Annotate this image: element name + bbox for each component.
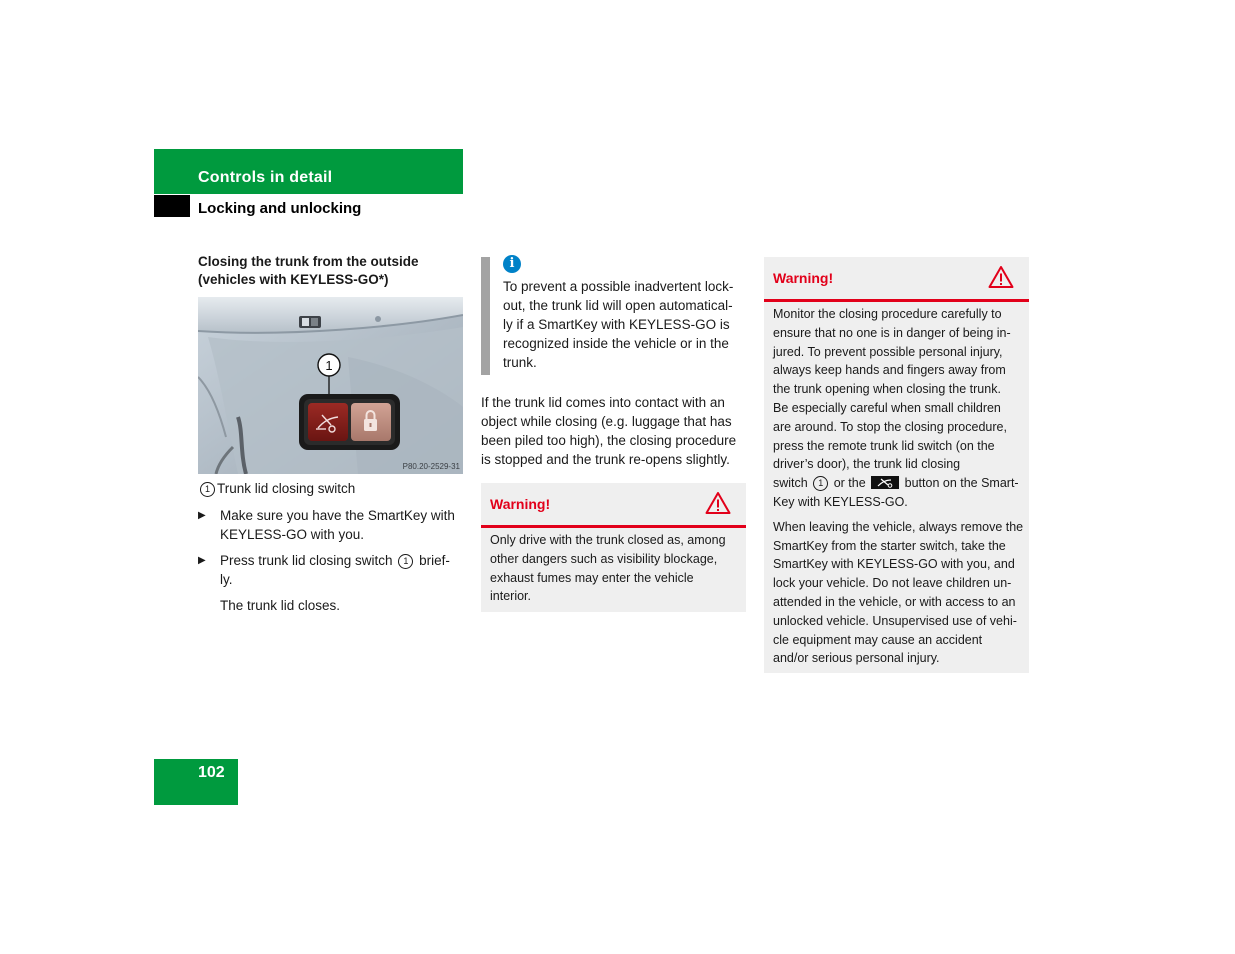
section-title: Controls in detail: [198, 169, 333, 186]
figure-code: P80.20-2529-31: [402, 462, 460, 471]
caption-callout-number: 1: [200, 482, 215, 497]
page-number: 102: [198, 764, 225, 781]
info-note-text: To prevent a possible inadvertent lock- out, the trunk lid will open automatical- ly if a SmartKey with KEYLESS-GO is recognized inside the vehicle or in the trunk.: [503, 279, 734, 370]
switch-callout-number: 1: [813, 476, 828, 491]
topic-heading: Closing the trunk from the outside (vehicles with KEYLESS-GO*): [198, 254, 419, 287]
warning-triangle-icon: [988, 265, 1014, 289]
caption-text: Trunk lid closing switch: [217, 481, 356, 496]
warning-text-para2: When leaving the vehicle, always remove the SmartKey from the starter switch, take the SmartKey with KEYLESS-GO with you, and lock your vehicle. Do not leave children un- attended in the vehicle, or with access to an unlocked vehicle. Unsupervised use of vehi- cle equipment may cause an accident and/or serious personal injury.: [773, 519, 1024, 666]
info-icon: i: [503, 255, 521, 273]
warning-title: Warning!: [773, 270, 834, 286]
warning-box-closing: [764, 257, 1029, 673]
step-bullet-icon: ▶: [198, 510, 206, 521]
callout-number: 1: [325, 358, 333, 373]
warning-text: Only drive with the trunk closed as, among other dangers such as visibility blockage, exhaust fumes may enter the vehicle interior.: [490, 533, 726, 604]
trunk-switch-photo: [198, 297, 463, 474]
figure-caption: [198, 479, 463, 498]
step-callout-number: 1: [398, 554, 413, 569]
warning-text-para1: Monitor the closing procedure carefully to ensure that no one is in danger of being in- jured. To prevent possible personal injury, always keep hands and fingers away from the trunk opening when closing the trunk. Be especially careful when small children are around. To stop the closing procedure, press the remote trunk lid switch (on the driver’s door), the trunk lid closing switch 1 or the button on the Smart- Key with KEYLESS-GO. When leaving the vehicle, always remove the SmartKey from the starter switch, take the SmartKey with KEYLESS-GO with you, and lock your vehicle. Do not leave children un- attended in the vehicle, or with access to an unlocked vehicle. Unsupervised use of vehi- cle equipment may cause an accident and/or serious personal injury.: [773, 305, 1025, 668]
step-1: Make sure you have the SmartKey with KEYLESS-GO with you.: [220, 508, 455, 542]
trunk-close-key-icon: [871, 476, 899, 489]
subsection-title: Locking and unlocking: [198, 200, 362, 217]
contact-paragraph: If the trunk lid comes into contact with an object while closing (e.g. luggage that has been piled too high), the closing procedure is stopped and the trunk re-opens slightly.: [481, 395, 737, 467]
step-bullet-icon: ▶: [198, 555, 206, 566]
step-2: Press trunk lid closing switch 1 brief- ly.: [220, 553, 450, 587]
warning-title: Warning!: [490, 496, 551, 512]
info-note-bar: [481, 257, 490, 375]
warning-box-drive: [481, 483, 746, 612]
step-result: The trunk lid closes.: [220, 598, 341, 613]
warning-triangle-icon: [705, 491, 731, 515]
page-number-tab: [154, 759, 238, 805]
subsection-marker: [154, 195, 190, 217]
trunk-photo-illustration: [198, 297, 463, 474]
